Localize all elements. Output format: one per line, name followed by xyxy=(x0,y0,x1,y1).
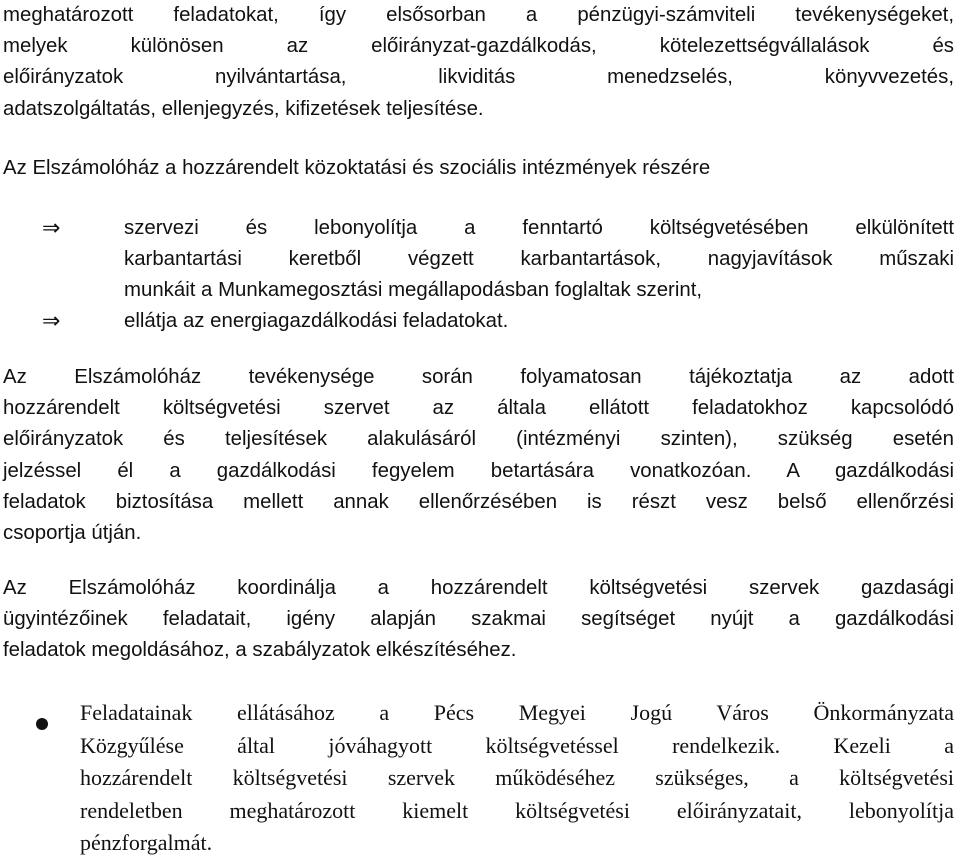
text-line: előirányzatok nyilvántartása, likviditás menedzselés, könyvvezetés, xyxy=(3,66,954,89)
text-line: pénzforgalmát. xyxy=(80,830,213,856)
text-line: Feladatainak ellátásához a Pécs Megyei Jogú Város Önkormányzata xyxy=(80,700,954,725)
text-line: melyek különösen az előirányzat-gazdálkodás, kötelezettségvállalások és xyxy=(3,35,954,58)
paragraph-reporting xyxy=(3,362,954,549)
text-line: Közgyűlése által jóváhagyott költségvetéssel rendelkezik. Kezeli a xyxy=(80,732,954,758)
text-line: meghatározott feladatokat, így elsősorban a pénzügyi-számviteli tevékenységeket, xyxy=(3,4,954,26)
text-line: előirányzatok és teljesítések alakulásáról (intézményi szinten), szükség esetén xyxy=(3,428,954,451)
text-line: hozzárendelt költségvetési szervek működéséhez szükséges, a költségvetési xyxy=(80,765,954,791)
text-line: hozzárendelt költségvetési szervet az általa ellátott feladatokhoz kapcsolódó xyxy=(3,397,954,420)
text-line: adatszolgáltatás, ellenjegyzés, kifizetések teljesítése. xyxy=(3,97,484,120)
text-line: csoportja útján. xyxy=(3,521,142,544)
arrow-list-item-energy xyxy=(124,306,954,337)
text-line: Az Elszámolóház tevékenysége során folyamatosan tájékoztatja az adott xyxy=(3,366,954,388)
text-line: Az Elszámolóház koordinálja a hozzárendelt költségvetési szervek gazdasági xyxy=(3,577,954,599)
double-arrow-icon: ⇒ xyxy=(42,309,61,334)
text-line: ügyintézőinek feladatait, igény alapján szakmai segítséget nyújt a gazdálkodási xyxy=(3,608,954,631)
text-line: karbantartási keretből végzett karbantartások, nagyjavítások műszaki xyxy=(124,248,954,271)
paragraph-financial-tasks xyxy=(3,0,954,125)
text-line: Az Elszámolóház a hozzárendelt közoktatási és szociális intézmények részére xyxy=(3,157,711,179)
bullet-item-budget xyxy=(80,697,954,860)
text-line: feladatok megoldásához, a szabályzatok elkészítéséhez. xyxy=(3,639,517,662)
paragraph-intro-institutions xyxy=(3,153,954,184)
text-line: szervezi és lebonyolítja a fenntartó költségvetésében elkülönített xyxy=(124,217,954,239)
double-arrow-icon: ⇒ xyxy=(42,216,61,241)
paragraph-coordination xyxy=(3,573,954,667)
bullet-icon xyxy=(36,718,48,730)
arrow-list-item-maintenance xyxy=(124,213,954,307)
text-line: feladatok biztosítása mellett annak ellenőrzésében is részt vesz belső ellenőrzési xyxy=(3,490,954,513)
text-line: ellátja az energiagazdálkodási feladatokat. xyxy=(124,310,509,332)
text-line: rendeletben meghatározott kiemelt költségvetési előirányzatait, lebonyolítja xyxy=(80,797,954,823)
text-line: jelzéssel él a gazdálkodási fegyelem betartására vonatkozóan. A gazdálkodási xyxy=(3,459,954,482)
text-line: munkáit a Munkamegosztási megállapodásban foglaltak szerint, xyxy=(124,279,703,302)
